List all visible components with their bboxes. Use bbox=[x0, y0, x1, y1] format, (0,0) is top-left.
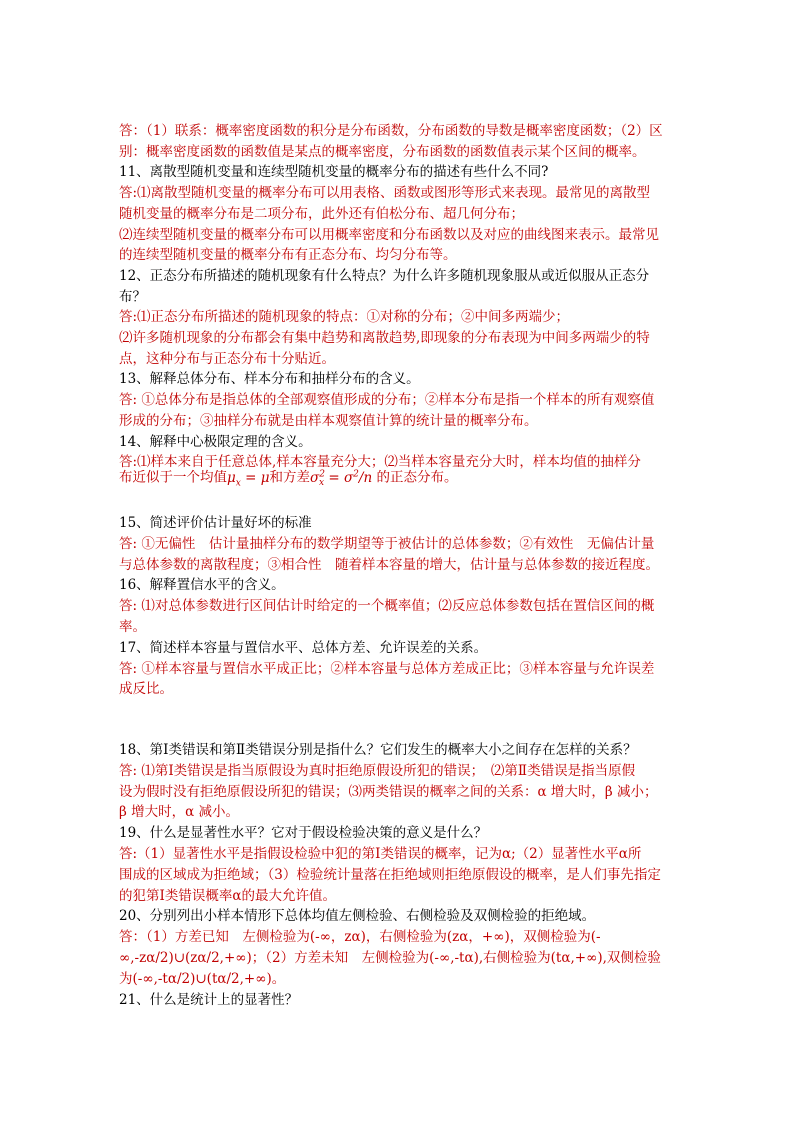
formula-mid: 和方差 bbox=[269, 469, 311, 486]
answer-line: 答:⑴正态分布所描述的随机现象的特点：①对称的分布；②中间多两端少； bbox=[119, 309, 570, 326]
question-line: 14、解释中心极限定理的含义。 bbox=[119, 433, 312, 450]
variance-rhs: = σ bbox=[324, 469, 354, 486]
answer-line: 形成的分布；③抽样分布就是由样本观察值计算的统计量的概率分布。 bbox=[119, 412, 538, 429]
answer-line: 成反比。 bbox=[119, 681, 173, 698]
answer-line: 的犯第Ⅰ类错误概率α的最大允许值。 bbox=[119, 887, 336, 904]
variance-subscript: x bbox=[318, 478, 325, 488]
formula-suffix: 的正态分布。 bbox=[372, 469, 458, 486]
mean-subscript: x bbox=[235, 478, 241, 488]
answer-line: 答: ①总体分布是指总体的全部观察值形成的分布；②样本分布是指一个样本的所有观察值 bbox=[119, 392, 655, 409]
question-line: 19、什么是显著性水平？它对于假设检验决策的意义是什么？ bbox=[119, 825, 488, 842]
answer-line: 答: ①样本容量与置信水平成正比；②样本容量与总体方差成正比；③样本容量与允许误差 bbox=[119, 660, 655, 677]
answer-line: 答: ⑴对总体参数进行区间估计时给定的一个概率值；⑵反应总体参数包括在置信区间的概 bbox=[119, 598, 655, 615]
answer-line: 率。 bbox=[119, 619, 146, 635]
question-line: 20、分别列出小样本情形下总体均值左侧检验、右侧检验及双侧检验的拒绝域。 bbox=[119, 908, 596, 925]
answer-line: 答: ①无偏性 估计量抽样分布的数学期望等于被估计的总体参数；②有效性 无偏估计量 bbox=[119, 535, 655, 552]
answer-line: 的连续型随机变量的概率分布有正态分布、均匀分布等。 bbox=[119, 247, 457, 264]
question-line: 12、正态分布所描述的随机现象有什么特点？为什么许多随机现象服从或近似服从正态分 bbox=[119, 267, 650, 284]
question-line: 17、简述样本容量与置信水平、总体方差、允许误差的关系。 bbox=[119, 639, 488, 656]
answer-line: 答：（1）联系：概率密度函数的积分是分布函数，分布函数的导数是概率密度函数；（2）区 bbox=[119, 123, 663, 139]
variance-symbol: σ bbox=[310, 469, 320, 486]
answer-line: 答:⑴样本来自于任意总体,样本容量充分大；⑵当样本容量充分大时，样本均值的抽样分 bbox=[119, 454, 641, 471]
answer-line: ⑵许多随机现象的分布都会有集中趋势和离散趋势,即现象的分布表现为中间多两端少的特 bbox=[119, 330, 650, 346]
answer-line: 答:（1）显著性水平是指假设检验中犯的第Ⅰ类错误的概率，记为α;（2）显著性水平α所 bbox=[119, 846, 642, 862]
mean-formula bbox=[227, 470, 270, 486]
mean-symbol: μ bbox=[227, 469, 236, 486]
question-line: 13、解释总体分布、样本分布和抽样分布的含义。 bbox=[119, 371, 420, 388]
answer-line: ∞,-zα/2)∪(zα/2,+∞)；（2）方差未知 左侧检验为(-∞,-tα),右侧检验为(tα,+∞),双侧检验 bbox=[119, 950, 661, 966]
mean-rhs: = μ bbox=[240, 469, 270, 486]
answer-line: 答: ⑴第Ⅰ类错误是指当原假设为真时拒绝原假设所犯的错误； ⑵第Ⅱ类错误是指当原假 bbox=[119, 762, 636, 779]
variance-formula bbox=[310, 470, 372, 486]
answer-line: 随机变量的概率分布是二项分布，此外还有伯松分布、超几何分布； bbox=[119, 205, 524, 222]
answer-line: 为(-∞,-tα/2)∪(tα/2,+∞)。 bbox=[119, 970, 286, 987]
question-line: 11、离散型随机变量和连续型随机变量的概率分布的描述有些什么不同? bbox=[119, 164, 549, 181]
question-line: 21、什么是统计上的显著性？ bbox=[119, 991, 299, 1008]
formula-line bbox=[119, 460, 675, 488]
question-line: 16、解释置信水平的含义。 bbox=[119, 577, 285, 594]
formula-prefix: 布近似于一个均值 bbox=[119, 469, 227, 486]
answer-line: 设为假时没有拒绝原假设所犯的错误；⑶两类错误的概率之间的关系：α 增大时，β 减小； bbox=[119, 783, 658, 800]
answer-line: 答:⑴离散型随机变量的概率分布可以用表格、函数或图形等形式来表现。最常见的离散型 bbox=[119, 185, 651, 202]
answer-line: 答：（1）方差已知 左侧检验为(-∞，zα)，右侧检验为(zα，+∞)，双侧检验为(- bbox=[119, 929, 601, 946]
answer-line: 与总体参数的离散程度；③相合性 随着样本容量的增大，估计量与总体参数的接近程度。 bbox=[119, 556, 659, 573]
answer-line: 别：概率密度函数的函数值是某点的概率密度，分布函数的函数值表示某个区间的概率。 bbox=[119, 143, 646, 160]
question-line: 15、简述评价估计量好坏的标准 bbox=[119, 515, 312, 531]
question-line: 18、第Ⅰ类错误和第Ⅱ类错误分别是指什么？它们发生的概率大小之间存在怎样的关系？ bbox=[119, 742, 637, 758]
answer-line: 围成的区域成为拒绝域；（3）检验统计量落在拒绝域则拒绝原假设的概率，是人们事先指定 bbox=[119, 866, 661, 883]
variance-rhs-tail: /n bbox=[358, 469, 373, 486]
answer-line: β 增大时，α 减小。 bbox=[119, 804, 240, 821]
question-line: 布？ bbox=[119, 288, 146, 305]
answer-line: 点，这种分布与正态分布十分贴近。 bbox=[119, 350, 335, 367]
variance-rhs-superscript: 2 bbox=[353, 469, 359, 479]
answer-line: ⑵连续型随机变量的概率分布可以用概率密度和分布函数以及对应的曲线图来表示。最常见 bbox=[119, 226, 659, 243]
variance-superscript: 2 bbox=[319, 469, 325, 479]
